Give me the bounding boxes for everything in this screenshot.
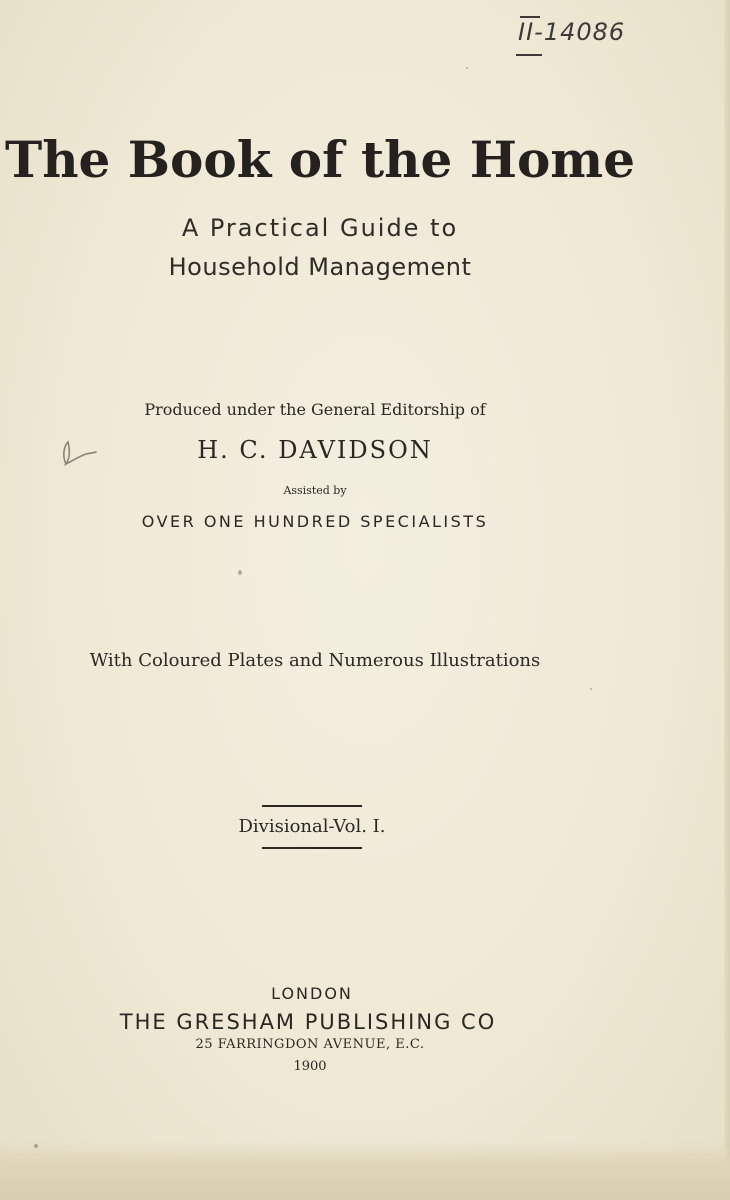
imprint-publisher: THE GRESHAM PUBLISHING CO — [119, 1010, 497, 1034]
shelf-mark-text: II-14086 — [518, 18, 626, 46]
volume-rule-top — [262, 805, 362, 807]
imprint-address: 25 FARRINGDON AVENUE, E.C. — [195, 1037, 425, 1052]
page-edge-bottom — [0, 1142, 730, 1200]
shelf-mark — [518, 14, 668, 54]
illustrations-note: With Coloured Plates and Numerous Illustrations — [89, 650, 541, 671]
book-title: The Book of the Home — [4, 130, 636, 189]
volume-label: Divisional-Vol. I. — [238, 816, 386, 837]
subtitle-line-1: A Practical Guide to — [181, 214, 459, 242]
editor-name: H. C. DAVIDSON — [197, 436, 433, 464]
volume-rule-bottom — [262, 847, 362, 849]
shelf-mark-underline — [516, 54, 542, 56]
editorship-intro: Produced under the General Editorship of — [144, 400, 486, 419]
specialists-line: OVER ONE HUNDRED SPECIALISTS — [141, 512, 489, 531]
assisted-by: Assisted by — [283, 484, 347, 497]
subtitle-line-2: Household Management — [168, 253, 472, 281]
paper-speck — [590, 688, 592, 690]
paper-speck — [466, 67, 468, 69]
paper-speck — [34, 1144, 38, 1148]
paper-speck — [238, 570, 242, 575]
imprint-city: LONDON — [271, 984, 353, 1003]
page-edge-right — [724, 0, 730, 1200]
imprint-year: 1900 — [293, 1059, 327, 1074]
